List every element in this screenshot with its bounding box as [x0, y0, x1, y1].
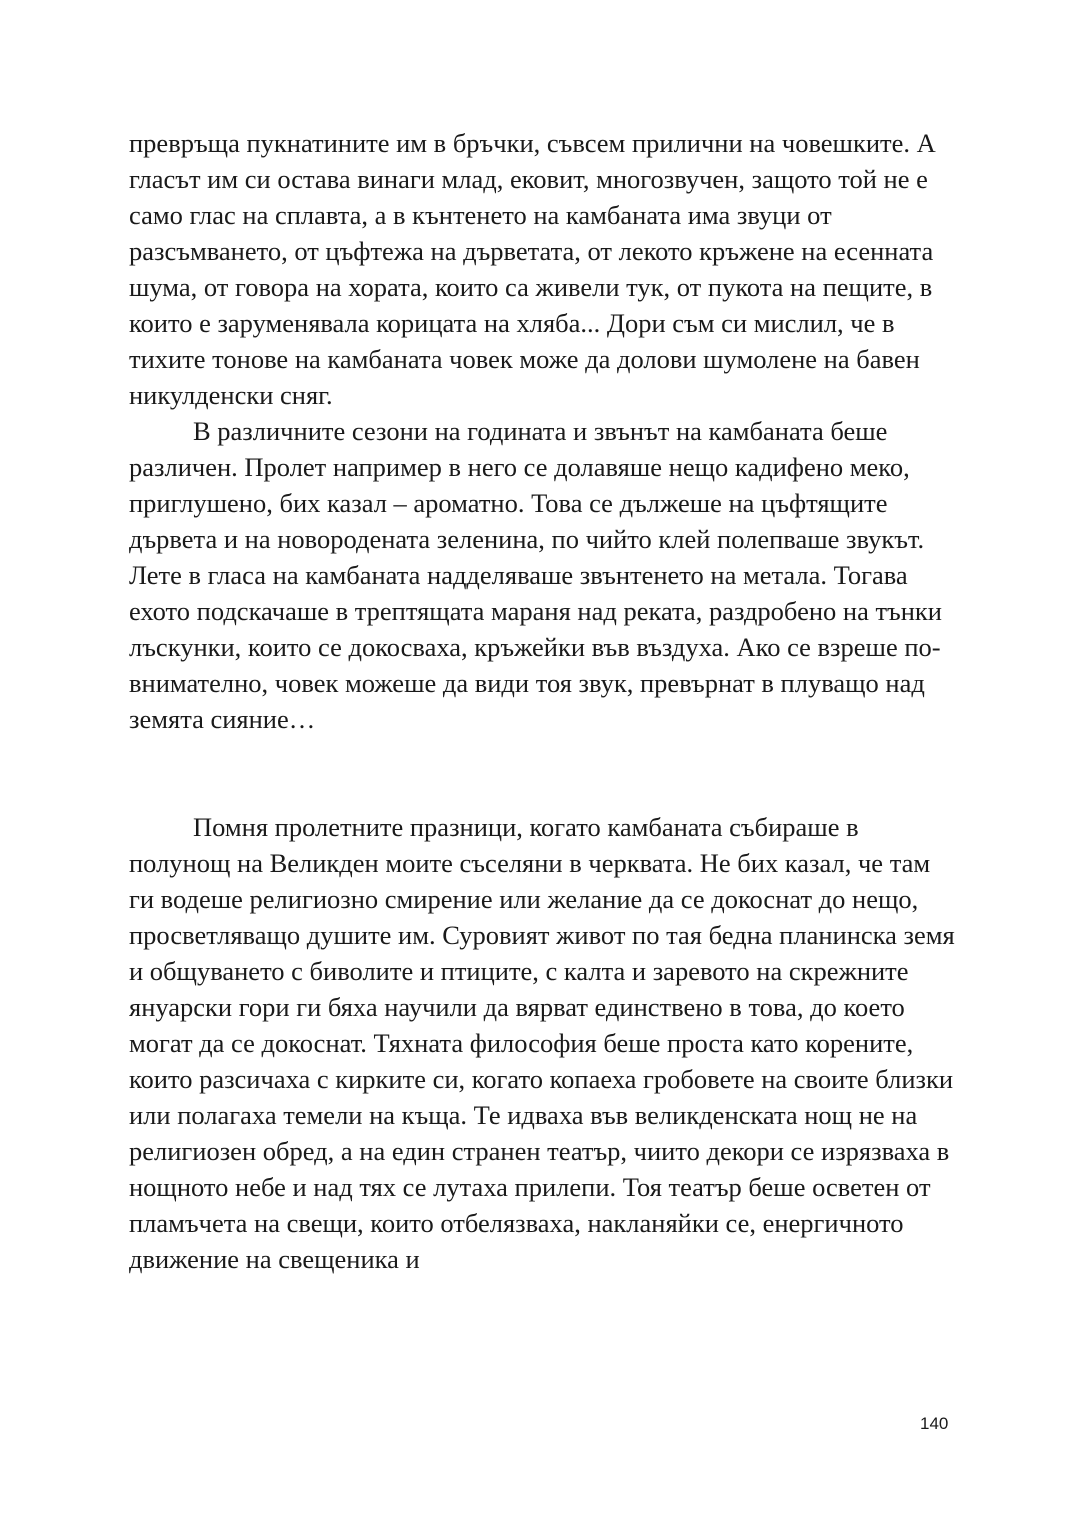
page-body: [129, 125, 959, 1277]
page-number: 140: [920, 1414, 949, 1433]
paragraph-easter: Помня пролетните празници, когато камбаната събираше в полунощ на Великден моите съселяни в черквата. Не бих казал, че там ги водеше религиозно смирение или желание да се докоснат до нещо, просветляващо душите им. Суровият живот по тая бедна планинска земя и общуването с биволите и птиците, с калта и заревото на скрежните януарски гори ги бяха научили да вярват единствено в това, до което могат да се докоснат. Тяхната философия беше проста като корените, които разсичаха с кирките си, когато копаеха гробовете на своите близки или полагаха темели на къща. Те идваха във великденската нощ не на религиозен обред, а на един странен театър, чиито декори се изрязваха в нощното небе и над тях се лутаха прилепи. Тоя театър беше осветен от пламъчета на свещи, които отбелязваха, накланяйки се, енергичното движение на свещеника и: [129, 812, 955, 1274]
paragraph-seasons: В различните сезони на годината и звънът на камбаната беше различен. Пролет например в него се долавяше нещо кадифено меко, приглушено, бих казал – ароматно. Това се дължеше на цъфтящите дървета и на новородената зеленина, по чийто клей полепваше звукът. Лете в гласа на камбаната надделяваше звънтенето на метала. Тогава ехото подскачаше в трептящата мараня над реката, раздробено на тънки лъскунки, които се докосваха, кръжейки във въздуха. Ако се взреше по-внимателно, човек можеше да види тоя звук, превърнат в плуващо над земята сияние…: [129, 416, 942, 734]
paragraph-continuation: превръща пукнатините им в бръчки, съвсем прилични на човешките. А гласът им си остава винаги млад, ековит, многозвучен, защото той не е само глас на сплавта, а в кънтенето на камбаната има звуци от разсъмването, от цъфтежа на дърветата, от лекото кръжене на есенната шума, от говора на хората, които са живели тук, от пукота на пещите, в които е заруменявала корицата на хляба... Дори съм си мислил, че в тихите тонове на камбаната човек може да долови шумолене на бавен никулденски сняг.: [129, 128, 936, 410]
